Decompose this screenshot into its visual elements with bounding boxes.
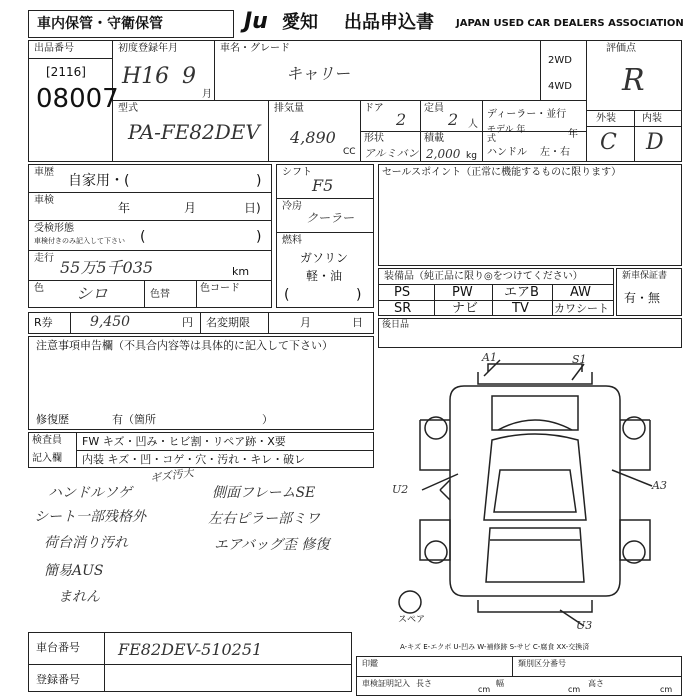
- lot-sub: [2116]: [46, 65, 86, 79]
- form-title-en: JAPAN USED CAR DEALERS ASSOCIATION: [456, 18, 684, 29]
- capacity-value: 2: [448, 110, 459, 129]
- inspection-year: 年: [118, 201, 131, 215]
- width-unit: cm: [568, 685, 581, 694]
- rating-label: 評価点: [606, 43, 636, 54]
- equipment-airbag: エアB: [504, 285, 539, 300]
- capacity-unit: 人: [468, 119, 478, 130]
- doors-label: ドア: [364, 103, 384, 114]
- inspection-label: 車検: [34, 195, 54, 206]
- exterior-rating: C: [600, 130, 617, 155]
- acceptance-label: 受検形態: [34, 223, 74, 234]
- history-value: 自家用・(: [68, 173, 130, 189]
- name-change-month: 月: [300, 316, 311, 329]
- damage-mark-u2: U2: [392, 483, 409, 496]
- length-label: 長さ: [416, 679, 432, 688]
- lot-label: 出品番号: [34, 43, 74, 54]
- cert-label: 車検証明記入: [362, 679, 410, 688]
- load-label: 積載: [424, 133, 444, 144]
- fuel-diesel: 軽・油: [306, 269, 343, 283]
- mileage-value: 55万5千035: [60, 258, 154, 277]
- name-change-label: 名変期限: [206, 316, 250, 329]
- acceptance-open: (: [140, 229, 146, 245]
- warranty-value: 有・無: [624, 291, 661, 305]
- inspector-line-2: 内装 キズ・凹・コゲ・穴・汚れ・キレ・破レ: [82, 453, 306, 466]
- hand-note-top: ギズ汚大: [149, 466, 195, 485]
- doors-value: 2: [396, 110, 407, 129]
- model-year-label: モデル 年式: [487, 125, 526, 144]
- repair-history-close: ）: [262, 413, 273, 426]
- fuel-open: (: [284, 287, 290, 303]
- equipment-pw: PW: [452, 285, 473, 300]
- hand-note-4: 簡易AUS: [44, 563, 104, 579]
- acceptance-close: ): [256, 229, 262, 245]
- spare-label: スペア: [398, 615, 426, 625]
- capacity-label: 定員: [424, 103, 444, 114]
- logo-region: 愛知: [282, 12, 318, 33]
- inspection-day: 日): [244, 201, 261, 215]
- repair-history-label: 修復歴: [36, 413, 69, 426]
- interior-rating: D: [646, 130, 664, 155]
- displacement-label: 排気量: [274, 103, 304, 114]
- hand-note-1: ハンドルソゲ: [48, 485, 132, 501]
- ac-value: クーラー: [306, 211, 355, 225]
- hand-note-right-3: エアバッグ歪 修復: [214, 537, 330, 553]
- recycle-value: 9,450: [90, 314, 131, 330]
- damage-mark-a3: A3: [652, 479, 667, 492]
- color-value: シロ: [76, 284, 109, 303]
- ac-label: 冷房: [282, 201, 302, 212]
- shift-label: シフト: [282, 167, 312, 178]
- registration-month: 9: [182, 64, 196, 89]
- warranty-label: 新車保証書: [622, 271, 668, 281]
- equipment-tv: TV: [512, 301, 529, 316]
- model-value: PA-FE82DEV: [128, 120, 260, 144]
- storage-title: 車内保管・守衛保管: [37, 16, 163, 32]
- model-label: 型式: [118, 103, 138, 114]
- color-code-label: 色コード: [200, 283, 240, 294]
- name-grade-label: 車名・グレード: [220, 43, 290, 54]
- recycle-label: R券: [34, 316, 53, 329]
- damage-mark-u3: U3: [576, 619, 593, 632]
- chassis-label: 車台番号: [36, 641, 80, 654]
- name-grade-value: キャリー: [286, 64, 351, 83]
- rating-value: R: [622, 63, 645, 98]
- fuel-gas: ガソリン: [300, 251, 349, 265]
- fuel-close: ): [356, 287, 362, 303]
- registration-era: H16: [122, 64, 170, 89]
- inspector-label: 検査員: [32, 435, 62, 446]
- drive-2wd: 2WD: [548, 55, 572, 66]
- equipment-aw: AW: [570, 285, 592, 300]
- mileage-label: 走行: [34, 253, 54, 264]
- hand-note-right-1: 側面フレームSE: [212, 485, 316, 501]
- load-value: 2,000: [426, 147, 461, 161]
- drive-4wd: 4WD: [548, 81, 572, 92]
- recycle-unit: 円: [182, 316, 193, 329]
- sales-point-label: セールスポイント（正常に機能するものに限ります）: [382, 167, 622, 178]
- hand-note-2: シート一部残格外: [34, 509, 146, 525]
- hand-note-5: まれん: [58, 589, 100, 605]
- lot-number: 08007: [36, 84, 119, 114]
- acceptance-note: 車検付きのみ記入して下さい: [34, 237, 125, 245]
- after-item-label: 後日品: [382, 320, 410, 330]
- year-unit: 年: [568, 129, 578, 140]
- shape-value: アルミバン: [364, 147, 419, 160]
- equipment-ps: PS: [394, 285, 411, 300]
- load-unit: kg: [466, 151, 477, 161]
- shift-value: F5: [312, 176, 334, 195]
- dealer-code-label: 類別区分番号: [518, 659, 566, 668]
- seal-label: 印鑑: [362, 659, 378, 668]
- mileage-unit: km: [232, 265, 250, 278]
- handle-opts: 左・右: [540, 147, 570, 158]
- logo-mark: Ju: [244, 9, 268, 34]
- color-label: 色: [34, 283, 44, 294]
- equipment-label: 装備品（純正品に限り◎をつけてください）: [384, 271, 583, 282]
- hand-note-right-2: 左右ピラー部ミワ: [208, 511, 320, 527]
- equipment-navi: ナビ: [452, 301, 479, 316]
- history-close: ): [256, 173, 262, 189]
- fuel-label: 燃料: [282, 235, 302, 246]
- name-change-day: 日: [352, 316, 363, 329]
- displacement-value: 4,890: [290, 128, 336, 147]
- height-label: 高さ: [588, 679, 604, 688]
- displacement-unit: CC: [343, 147, 356, 157]
- inspector-line-1: FW キズ・凹み・ヒビ割・リペア跡・X要: [82, 435, 286, 448]
- history-label: 車歴: [34, 167, 54, 178]
- shape-label: 形状: [364, 133, 384, 144]
- form-title: 出品申込書: [344, 12, 434, 33]
- height-unit: cm: [660, 685, 673, 694]
- color-change-label: 色替: [150, 289, 170, 300]
- repair-history-value: 有（箇所: [112, 413, 156, 426]
- registration-label: 初度登録年月: [118, 43, 178, 54]
- hand-note-3: 荷台消り汚れ: [44, 535, 128, 551]
- exterior-label: 外装: [596, 113, 616, 124]
- reg-no-label: 登録番号: [36, 673, 80, 686]
- equipment-sr: SR: [394, 301, 412, 316]
- width-label: 幅: [496, 679, 504, 688]
- handle-label: ハンドル: [487, 147, 527, 158]
- chassis-value: FE82DEV-510251: [118, 640, 263, 659]
- damage-mark-s1: S1: [572, 353, 587, 366]
- damage-legend: A-キズ E-エクボ U-凹み W-補修跡 S-サビ C-腐食 XX-交換済: [400, 643, 590, 651]
- entry-label: 記入欄: [32, 453, 62, 464]
- length-unit: cm: [478, 685, 491, 694]
- inspection-month: 月: [184, 201, 197, 215]
- registration-month-unit: 月: [202, 89, 212, 100]
- damage-mark-a1: A1: [482, 351, 497, 364]
- notes-label: 注意事項申告欄（不具合内容等は具体的に記入して下さい）: [36, 339, 333, 352]
- interior-label: 内装: [642, 113, 662, 124]
- equipment-seat: カワシート: [554, 302, 609, 315]
- dealer-label: ディーラー・並行: [487, 109, 567, 120]
